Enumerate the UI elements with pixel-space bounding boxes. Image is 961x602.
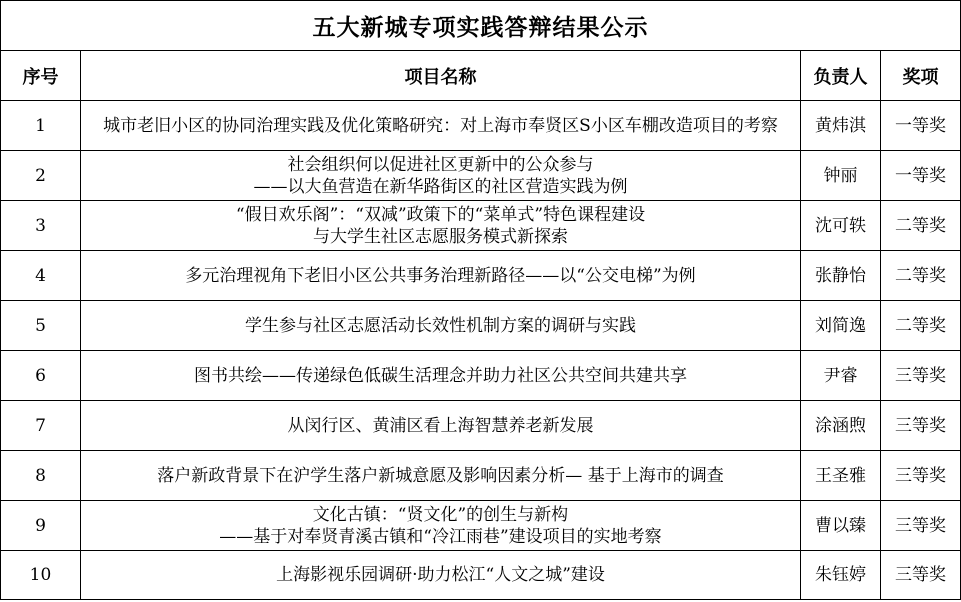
- project-leader: 黄炜淇: [801, 101, 881, 151]
- award-level: 三等奖: [881, 501, 961, 551]
- table-row: [1, 251, 961, 301]
- row-index: 6: [1, 351, 81, 401]
- project-leader: 张静怡: [801, 251, 881, 301]
- table-row: [1, 451, 961, 501]
- table-row: [1, 151, 961, 201]
- project-name: [81, 451, 801, 501]
- project-name: [81, 151, 801, 201]
- project-leader: 曹以臻: [801, 501, 881, 551]
- table-row: [1, 401, 961, 451]
- table-row: [1, 351, 961, 401]
- project-name-line: 学生参与社区志愿活动长效性机制方案的调研与实践: [245, 315, 636, 336]
- project-leader: 钟丽: [801, 151, 881, 201]
- award-level: 三等奖: [881, 551, 961, 600]
- header-index: 序号: [1, 51, 81, 101]
- project-name-line: 图书共绘——传递绿色低碳生活理念并助力社区公共空间共建共享: [194, 365, 687, 386]
- project-name: [81, 251, 801, 301]
- project-name-line: 从闵行区、黄浦区看上海智慧养老新发展: [287, 415, 594, 436]
- page-title: 五大新城专项实践答辩结果公示: [1, 1, 961, 51]
- award-level: 一等奖: [881, 151, 961, 201]
- row-index: 1: [1, 101, 81, 151]
- project-leader: 沈可轶: [801, 201, 881, 251]
- row-index: 10: [1, 551, 81, 600]
- award-level: 一等奖: [881, 101, 961, 151]
- header-row: [1, 51, 961, 101]
- header-award: 奖项: [881, 51, 961, 101]
- table-row: [1, 501, 961, 551]
- project-name: [81, 551, 801, 600]
- project-leader: 涂涵煦: [801, 401, 881, 451]
- project-name: [81, 401, 801, 451]
- project-leader: 尹睿: [801, 351, 881, 401]
- row-index: 7: [1, 401, 81, 451]
- project-name: [81, 101, 801, 151]
- table-row: [1, 301, 961, 351]
- row-index: 2: [1, 151, 81, 201]
- project-leader: 刘简逸: [801, 301, 881, 351]
- project-name-line: 社会组织何以促进社区更新中的公众参与: [287, 154, 594, 175]
- award-level: 三等奖: [881, 401, 961, 451]
- project-name-line: 落户新政背景下在沪学生落户新城意愿及影响因素分析— 基于上海市的调查: [157, 465, 724, 486]
- row-index: 5: [1, 301, 81, 351]
- project-name-line: ——基于对奉贤青溪古镇和“冷江雨巷”建设项目的实地考察: [219, 526, 662, 547]
- award-level: 二等奖: [881, 201, 961, 251]
- table-row: [1, 101, 961, 151]
- project-name-line: 多元治理视角下老旧小区公共事务治理新路径——以“公交电梯”为例: [185, 265, 696, 286]
- row-index: 8: [1, 451, 81, 501]
- project-name: [81, 501, 801, 551]
- project-name: [81, 201, 801, 251]
- table-row: [1, 201, 961, 251]
- project-name-line: 文化古镇：“贤文化”的创生与新构: [312, 504, 569, 525]
- award-level: 三等奖: [881, 351, 961, 401]
- project-name-line: 上海影视乐园调研·助力松江“人文之城”建设: [276, 565, 605, 585]
- award-level: 三等奖: [881, 451, 961, 501]
- project-name-line: ——以大鱼营造在新华路街区的社区营造实践为例: [253, 176, 628, 197]
- header-leader: 负责人: [801, 51, 881, 101]
- project-name: [81, 351, 801, 401]
- project-name: [81, 301, 801, 351]
- project-name-line: “假日欢乐阁”：“双减”政策下的“菜单式”特色课程建设: [235, 204, 646, 225]
- project-leader: 朱钰婷: [801, 551, 881, 600]
- project-leader: 王圣雅: [801, 451, 881, 501]
- row-index: 4: [1, 251, 81, 301]
- project-name-line: 城市老旧小区的协同治理实践及优化策略研究：对上海市奉贤区S小区车棚改造项目的考察: [103, 115, 778, 136]
- award-level: 二等奖: [881, 301, 961, 351]
- row-index: 3: [1, 201, 81, 251]
- row-index: 9: [1, 501, 81, 551]
- project-name-line: 与大学生社区志愿服务模式新探索: [313, 226, 568, 247]
- title-row: [1, 1, 961, 51]
- header-project: 项目名称: [81, 51, 801, 101]
- table-body: [1, 101, 961, 600]
- table-row: [1, 551, 961, 600]
- award-level: 二等奖: [881, 251, 961, 301]
